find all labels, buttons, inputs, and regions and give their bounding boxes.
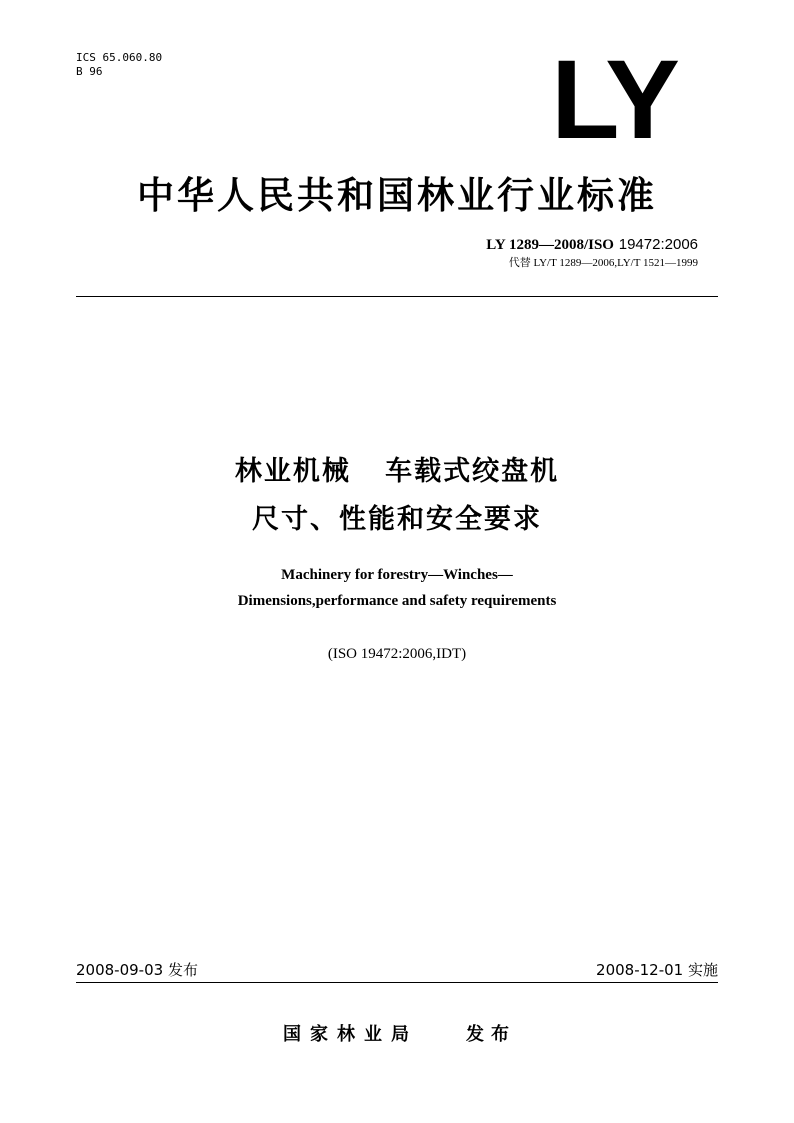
standard-title: 中华人民共和国林业行业标准 [137,174,657,217]
ly-logo: LY [551,37,676,162]
ccs-code: B 96 [76,65,103,78]
publish-date: 2008-09-03 发布 [76,961,198,979]
implement-date: 2008-12-01 实施 [596,961,718,979]
standard-number-part1: LY 1289—2008/ISO [486,237,614,253]
issue-label: 发布 [466,1024,516,1045]
iso-equivalence: (ISO 19472:2006,IDT) [327,646,467,662]
english-title-line2: Dimensions,performance and safety requirements [237,593,557,609]
top-divider [76,296,718,297]
replaces-note: 代替 LY/T 1289—2006,LY/T 1521—1999 [508,257,698,269]
chinese-title-line1: 林业机械 车载式绞盘机 [234,456,560,487]
chinese-title-line2: 尺寸、性能和安全要求 [252,504,542,535]
ics-code: ICS 65.060.80 [76,51,163,64]
standard-number-part2: 19472:2006 [618,236,698,253]
english-title-line1: Machinery for forestry—Winches— [281,567,513,583]
issuing-authority: 国家林业局 [283,1024,418,1045]
standard-number [486,235,698,254]
classification-codes [76,51,162,79]
bottom-divider [76,982,718,983]
